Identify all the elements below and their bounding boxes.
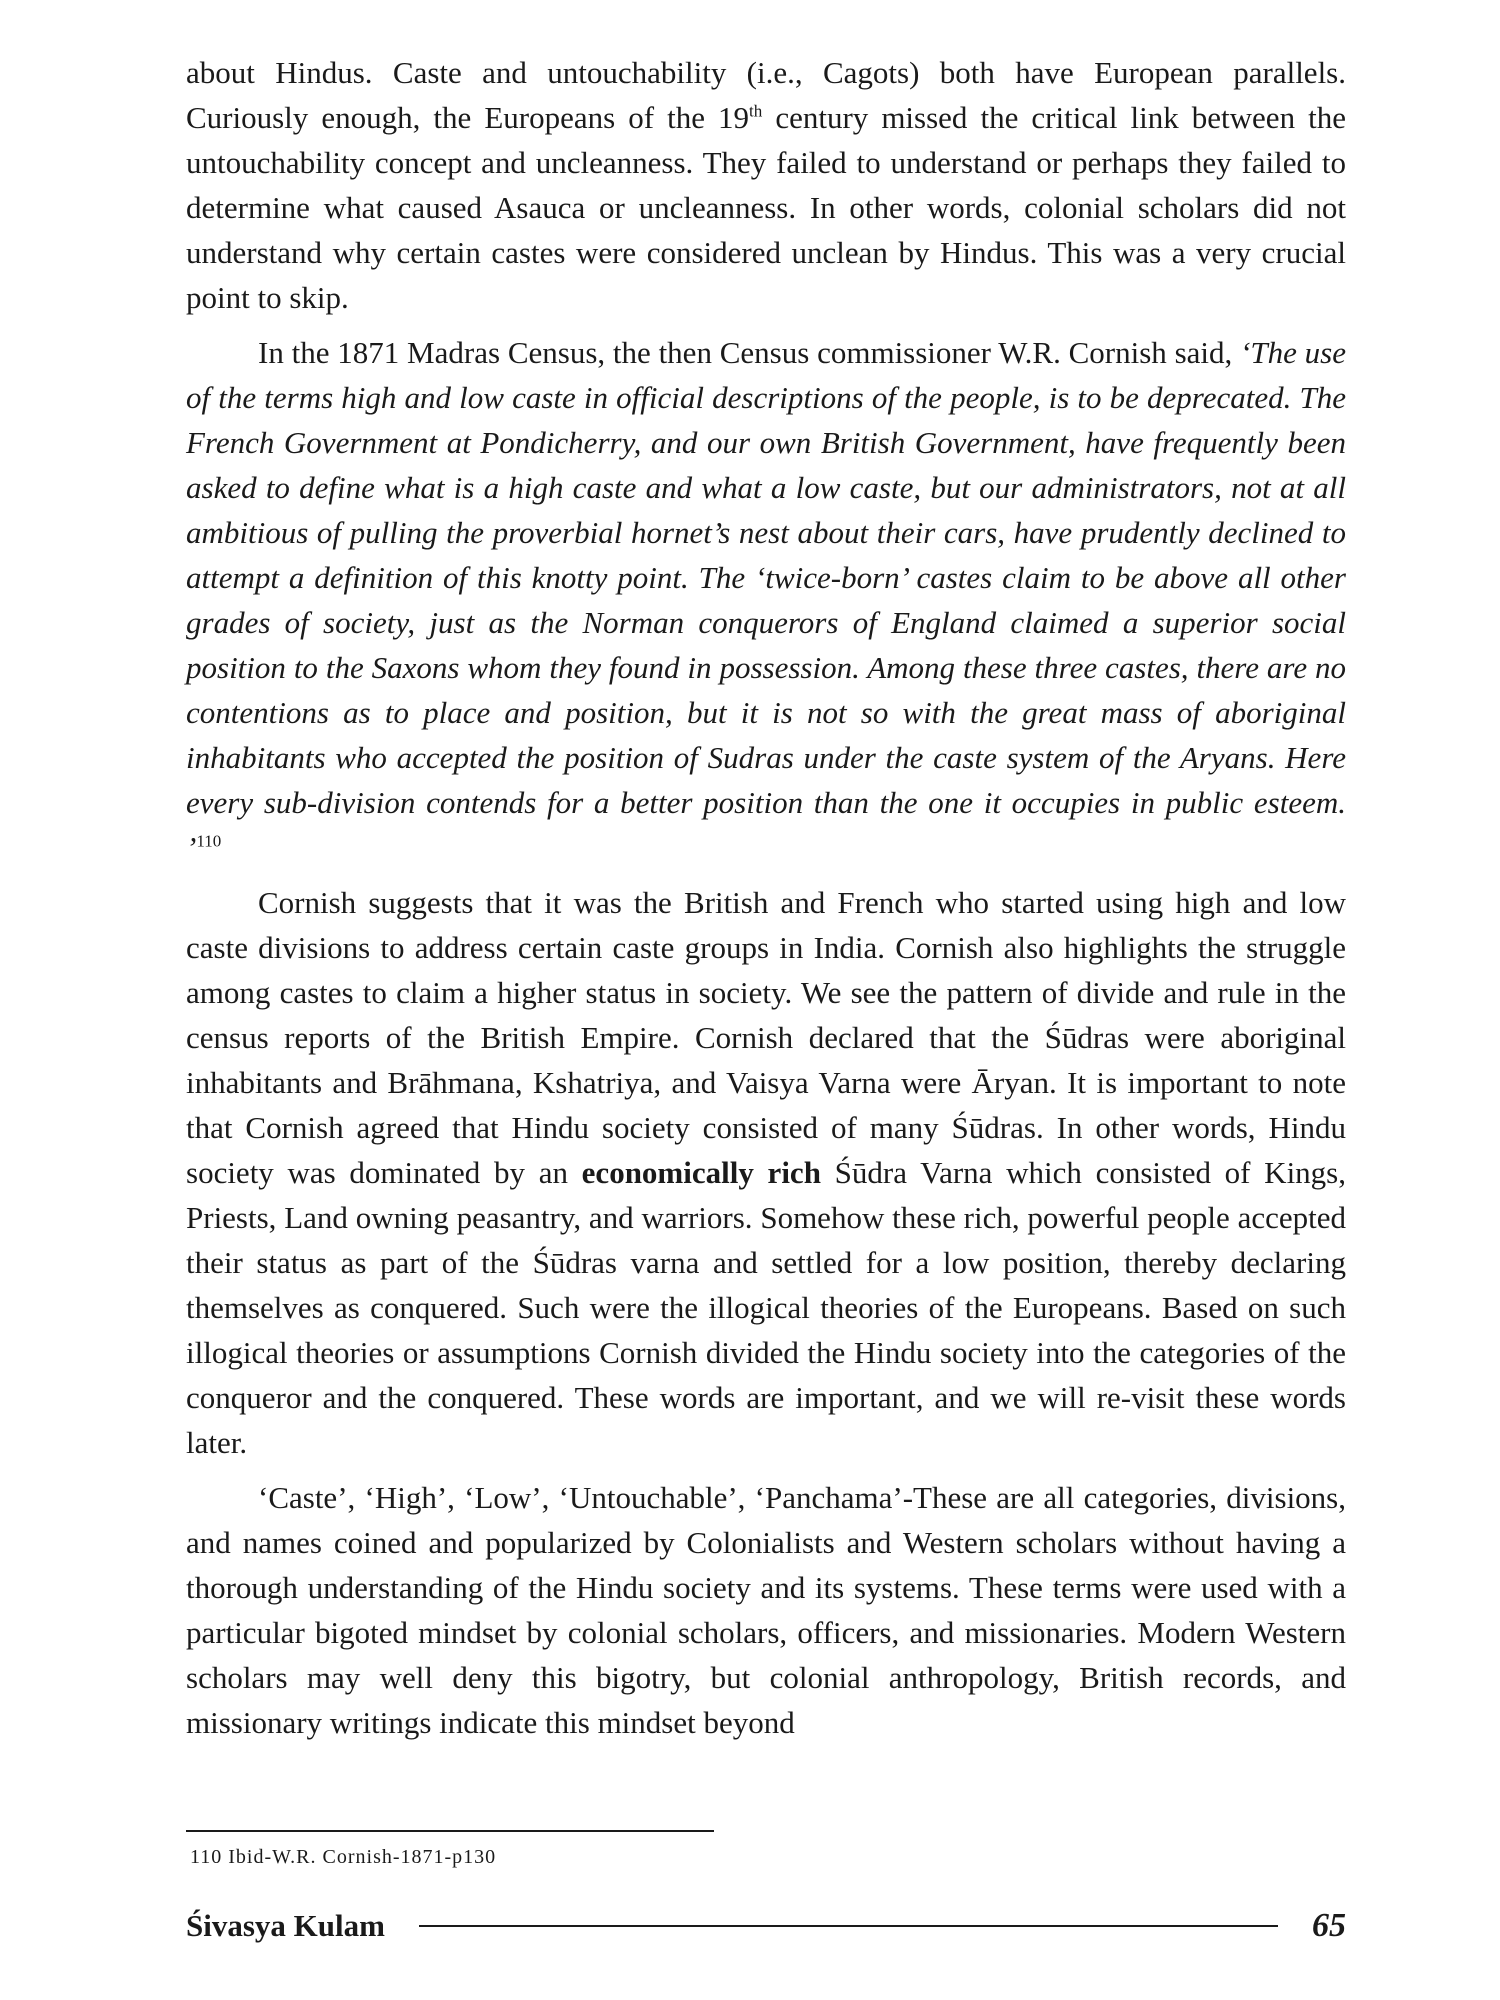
footnote-divider [186,1830,714,1832]
book-title: Śivasya Kulam [186,1908,385,1943]
emphasis-bold: economically rich [581,1155,821,1190]
paragraph-3-text-rest: Śūdra Varna which consisted of Kings, Priests, Land owning peasantry, and warriors. Somehow these rich, powerful people accepted their status as part of the Śūdras varna and settled for a low position, thereby declaring themselves as conquered. Such were the illogical theories of the Europeans. Based on such illogical theories or assumptions Cornish divided the Hindu society into the categories of the conqueror and the conquered. These words are important, and we will re-visit these words later. [186,1155,1346,1460]
paragraph-3 [186,880,1346,1465]
paragraph-3-text: Cornish suggests that it was the British and French who started using high and low caste divisions to address certain caste groups in India. Cornish also highlights the struggle among castes to claim a higher status in society. We see the pattern of divide and rule in the census reports of the British Empire. Cornish declared that the Śūdras were aboriginal inhabitants and Brāhmana, Kshatriya, and Vaisya Varna were Āryan. It is important to note that Cornish agreed that Hindu society consisted of many Śūdras. In other words, Hindu society was dominated by an [186,885,1346,1190]
footnote-reference: 110 [196,831,222,851]
paragraph-4 [186,1475,1346,1745]
footer-divider [419,1925,1278,1927]
paragraph-2 [186,330,1346,870]
paragraph-1 [186,50,1346,320]
page-body [186,50,1346,1745]
quotation-close: ’ [186,830,197,865]
page-footer [186,1904,1346,1948]
paragraph-4-text: ‘Caste’, ‘High’, ‘Low’, ‘Untouchable’, ‘Panchama’-These are all categories, divisions, and names coined and popularized by Colonialists and Western scholars without having a thorough understanding of the Hindu society and its systems. These terms were used with a particular bigoted mindset by colonial scholars, officers, and missionaries. Modern Western scholars may well deny this bigotry, but colonial anthropology, British records, and missionary writings indicate this mindset beyond [186,1480,1346,1740]
page-number: 65 [1312,1907,1346,1944]
paragraph-1-text-rest: century missed the critical link between the untouchability concept and uncleanness. They failed to understand or perhaps they failed to determine what caused Asauca or uncleanness. In other words, colonial scholars did not understand why certain castes were considered unclean by Hindus. This was a very crucial point to skip. [186,100,1346,315]
paragraph-1-text: about Hindus. Caste and untouchability (i.e., Cagots) both have European parallels. Curiously enough, the Europeans of the 19 [186,55,1346,135]
paragraph-2-intro: In the 1871 Madras Census, the then Census commissioner W.R. Cornish said, [258,335,1241,370]
footnote: 110 Ibid-W.R. Cornish-1871-p130 [190,1846,497,1868]
ordinal-superscript: th [749,101,763,121]
cornish-quotation: ‘The use of the terms high and low caste in official descriptions of the people, is to be deprecated. The French Government at Pondicherry, and our own British Government, have frequently been asked to define what is a high caste and what a low caste, but our administrators, not at all ambitious of pulling the proverbial hornet’s nest about their cars, have prudently declined to attempt a definition of this knotty point. The ‘twice-born’ castes claim to be above all other grades of society, just as the Norman conquerors of England claimed a superior social position to the Saxons whom they found in possession. Among these three castes, there are no contentions as to place and position, but it is not so with the great mass of aboriginal inhabitants who accepted the position of Sudras under the caste system of the Aryans. Here every sub-division contends for a better position than the one it occupies in public esteem. [186,335,1346,820]
